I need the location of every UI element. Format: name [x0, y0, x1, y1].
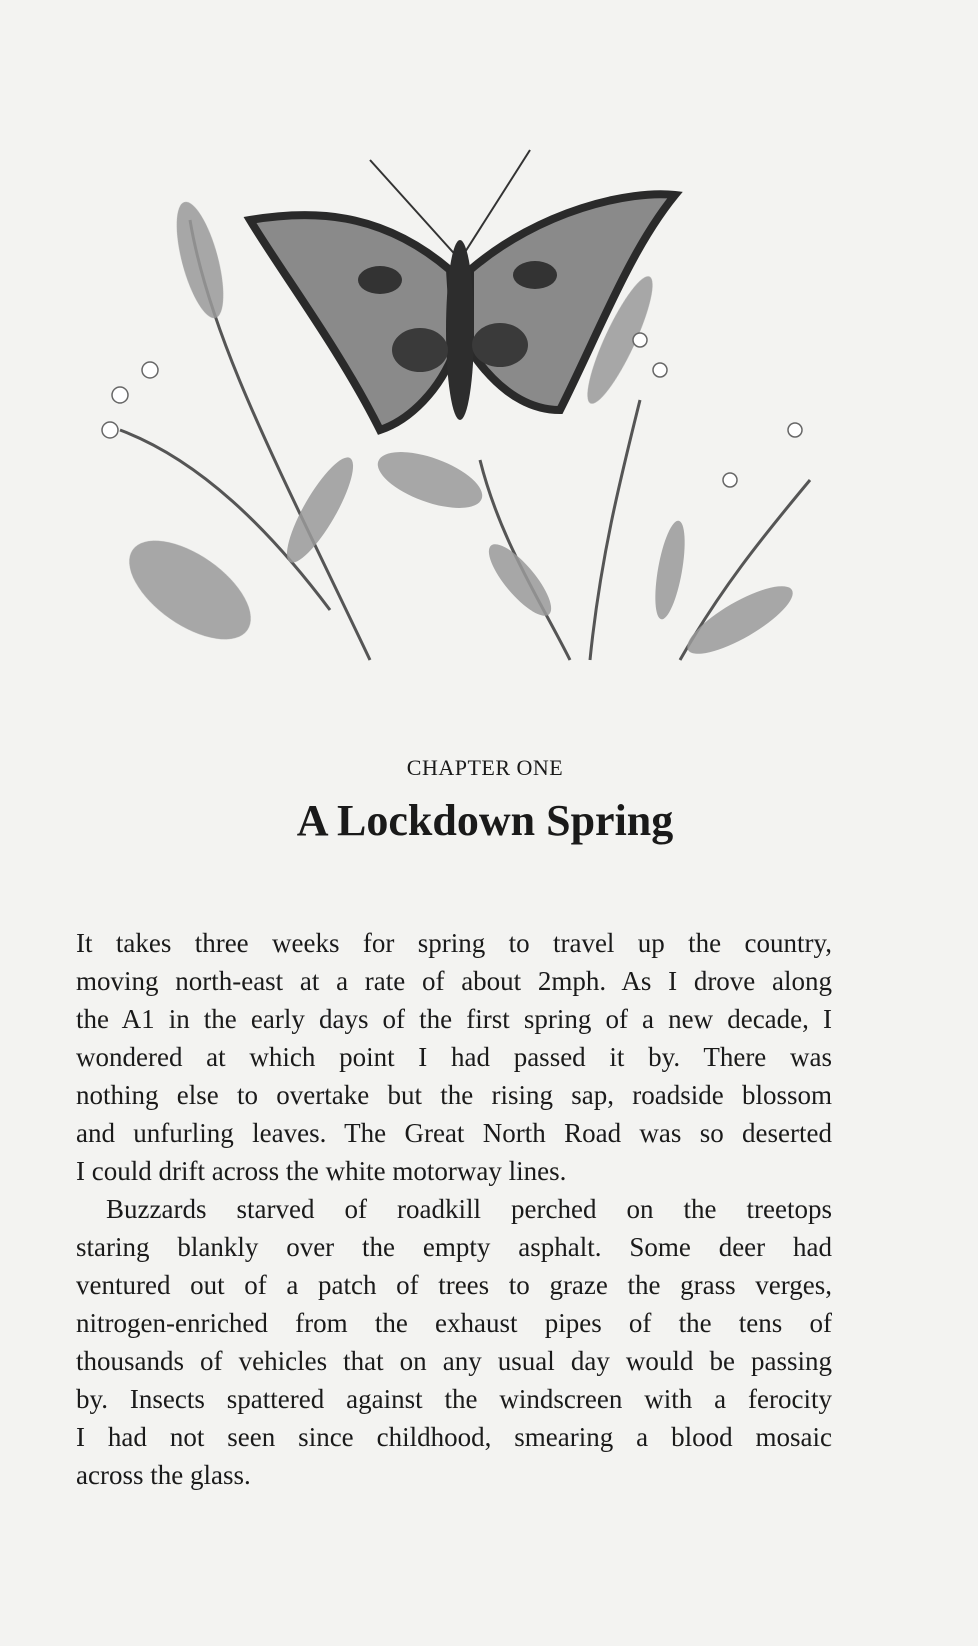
text-line: wondered at which point I had passed it by. There was [76, 1042, 832, 1072]
text-line: across the glass. [76, 1460, 251, 1490]
text-line: moving north-east at a rate of about 2mph. As I drove along [76, 966, 832, 996]
text-line: It takes three weeks for spring to travel up the country, [76, 928, 832, 958]
text-line: by. Insects spattered against the windscreen with a ferocity [76, 1384, 832, 1414]
text-line: the A1 in the early days of the first spring of a new decade, I [76, 1004, 832, 1034]
text-line: nothing else to overtake but the rising sap, roadside blossom [76, 1080, 832, 1110]
text-line: I had not seen since childhood, smearing a blood mosaic [76, 1422, 832, 1452]
text-line: staring blankly over the empty asphalt. Some deer had [76, 1232, 832, 1262]
text-line: and unfurling leaves. The Great North Road was so deserted [76, 1118, 832, 1148]
paragraph [76, 924, 832, 1190]
chapter-label: CHAPTER ONE [406, 755, 564, 780]
butterfly-illustration [80, 140, 840, 680]
chapter-title: A Lockdown Spring [296, 796, 674, 845]
body-text [76, 924, 832, 1494]
text-line: thousands of vehicles that on any usual day would be passing [76, 1346, 832, 1376]
text-line: nitrogen-enriched from the exhaust pipes of the tens of [76, 1308, 832, 1338]
text-line: ventured out of a patch of trees to graze the grass verges, [76, 1270, 832, 1300]
paragraph [76, 1190, 832, 1494]
text-line: Buzzards starved of roadkill perched on the treetops [106, 1194, 832, 1224]
text-line: I could drift across the white motorway lines. [76, 1156, 567, 1186]
